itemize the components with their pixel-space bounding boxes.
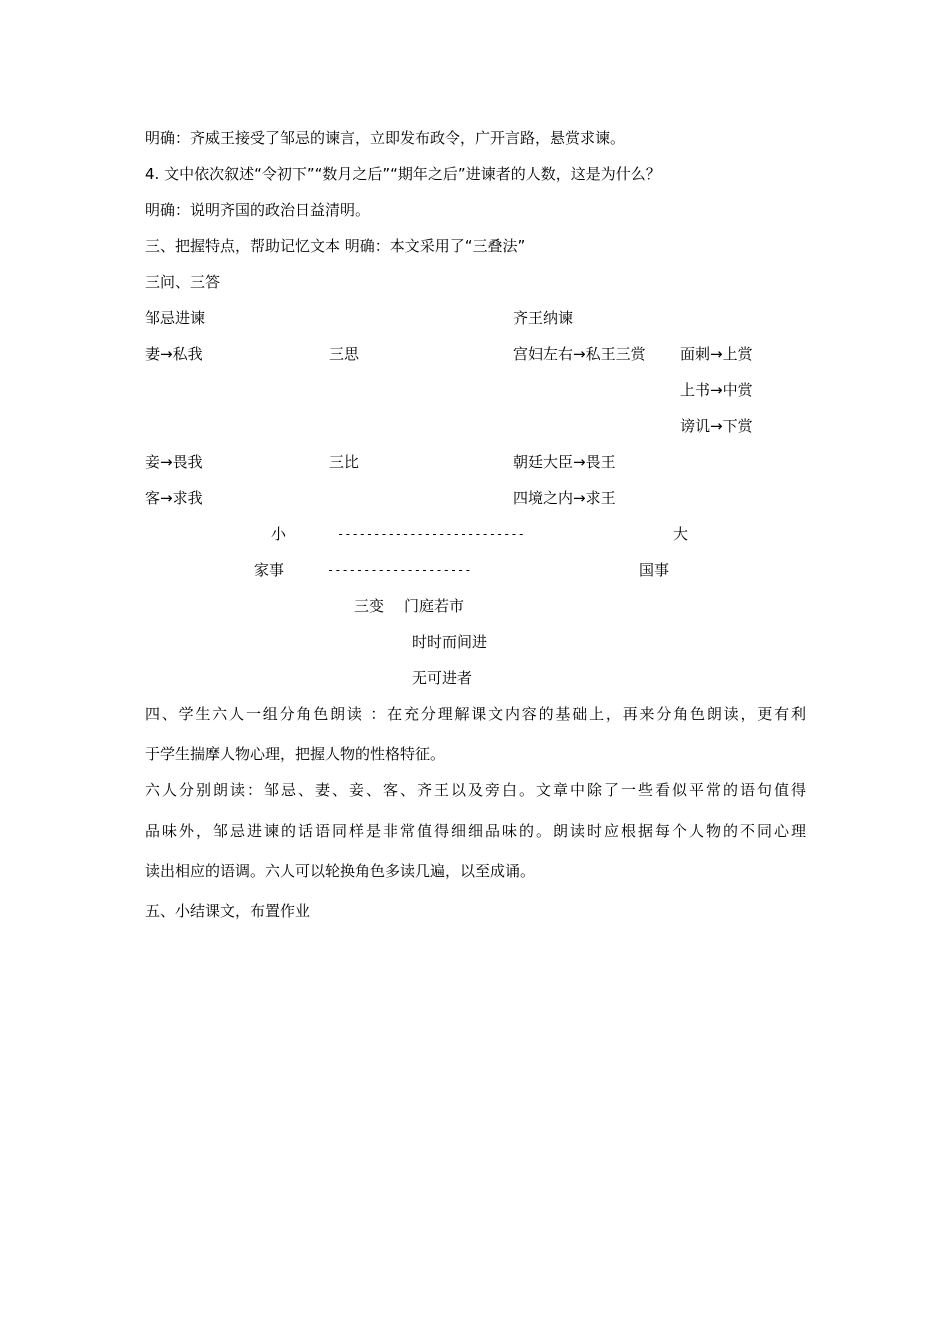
diagram-wife: 妻→私我 bbox=[145, 345, 203, 363]
section-4-paragraph-line-3: 读出相应的语调。六人可以轮换角色多读几遍，以至成诵。 bbox=[145, 862, 536, 880]
diagram-family-affairs: 家事 bbox=[254, 561, 285, 579]
section-4-line-1: 四、学生六人一组分角色朗读 ：在充分理解课文内容的基础上，再来分角色朗读，更有利 bbox=[145, 705, 806, 723]
diagram-palace: 宫妇左右→私王三赏 bbox=[513, 345, 646, 363]
section-5-heading: 五、小结课文，布置作业 bbox=[145, 902, 311, 920]
diagram-reward-top: 面刺→上赏 bbox=[680, 345, 753, 363]
clarification-line-2: 明确：说明齐国的政治日益清明。 bbox=[145, 201, 371, 219]
diagram-dash-line-2: -------------------- bbox=[327, 563, 472, 577]
diagram-big: 大 bbox=[673, 525, 689, 543]
question-4: 4. 文中依次叙述“令初下”“数月之后”“期年之后”进谏者的人数，这是为什么？ bbox=[145, 165, 661, 183]
diagram-change-3: 无可进者 bbox=[412, 669, 473, 687]
diagram-left-header: 邹忌进谏 bbox=[145, 309, 206, 327]
diagram-three-thoughts: 三思 bbox=[329, 345, 360, 363]
diagram-guest: 客→求我 bbox=[145, 489, 203, 507]
clarification-line: 明确：齐威王接受了邹忌的谏言，立即发布政令，广开言路，悬赏求谏。 bbox=[145, 129, 626, 147]
section-4-paragraph-line-1: 六人分别朗读：邹忌、妻、妾、客、齐王以及旁白。文章中除了一些看似平常的语句值得 bbox=[145, 781, 806, 799]
section-4-paragraph-line-2: 品味外，邹忌进谏的话语同样是非常值得细细品味的。朗读时应根据每个人物的不同心理 bbox=[145, 822, 806, 840]
section-3-heading: 三、把握特点，帮助记忆文本 明确：本文采用了“三叠法” bbox=[145, 237, 526, 255]
three-questions-label: 三问、三答 bbox=[145, 273, 221, 291]
diagram-three-comparisons: 三比 bbox=[329, 453, 360, 471]
diagram-three-changes: 三变 bbox=[354, 597, 385, 615]
diagram-right-header: 齐王纳谏 bbox=[513, 309, 574, 327]
diagram-reward-middle: 上书→中赏 bbox=[680, 381, 753, 399]
diagram-dash-line-1: -------------------------- bbox=[337, 527, 525, 541]
diagram-court-officials: 朝廷大臣→畏王 bbox=[513, 453, 616, 471]
diagram-change-2: 时时而间进 bbox=[412, 633, 488, 651]
diagram-reward-low: 谤讥→下赏 bbox=[680, 417, 753, 435]
diagram-small: 小 bbox=[271, 525, 287, 543]
diagram-within-borders: 四境之内→求王 bbox=[513, 489, 616, 507]
diagram-state-affairs: 国事 bbox=[639, 561, 670, 579]
section-4-line-2: 于学生揣摩人物心理，把握人物的性格特征。 bbox=[145, 745, 446, 763]
diagram-change-1: 门庭若市 bbox=[404, 597, 465, 615]
diagram-concubine: 妾→畏我 bbox=[145, 453, 203, 471]
